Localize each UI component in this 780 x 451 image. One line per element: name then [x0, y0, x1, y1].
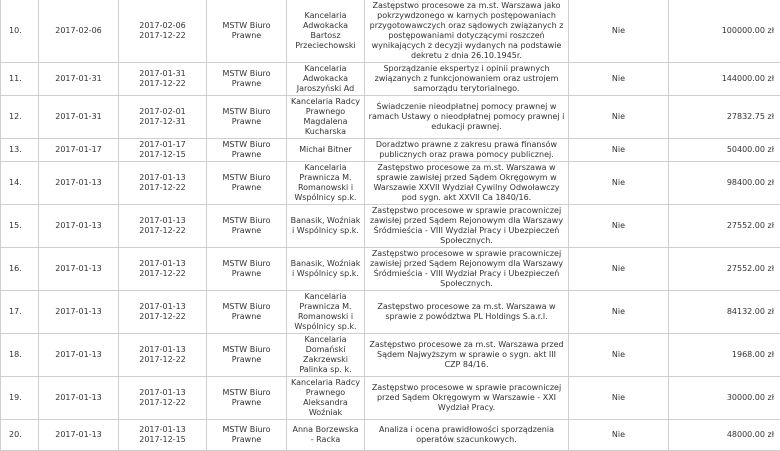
amount-cell: 27552.00 zł	[669, 248, 780, 291]
unit-cell: MSTW Biuro Prawne	[207, 334, 287, 377]
period-from: 2017-01-13	[122, 259, 203, 269]
period-to: 2017-12-22	[122, 183, 203, 193]
period-cell	[119, 377, 207, 420]
amount-cell: 27552.00 zł	[669, 205, 780, 248]
period-cell	[119, 139, 207, 162]
date-cell: 2017-01-17	[39, 139, 119, 162]
lp-cell: 19.	[1, 377, 39, 420]
lp-cell: 12.	[1, 96, 39, 139]
amount-cell: 27832.75 zł	[669, 96, 780, 139]
contractor-cell: Kancelaria Domański Zakrzewski Palinka sp. k.	[287, 334, 365, 377]
flag-cell: Nie	[569, 96, 669, 139]
lp-cell: 18.	[1, 334, 39, 377]
period-to: 2017-12-22	[122, 398, 203, 408]
period-from: 2017-01-13	[122, 173, 203, 183]
amount-cell: 1968.00 zł	[669, 334, 780, 377]
period-to: 2017-12-15	[122, 435, 203, 445]
unit-cell: MSTW Biuro Prawne	[207, 291, 287, 334]
lp-cell: 11.	[1, 63, 39, 96]
period-from: 2017-01-13	[122, 302, 203, 312]
unit-cell: MSTW Biuro Prawne	[207, 0, 287, 63]
amount-cell: 100000.00 zł	[669, 0, 780, 63]
table-row	[1, 205, 780, 248]
contractor-cell: Banasik, Woźniak i Wspólnicy sp.k.	[287, 205, 365, 248]
contractor-cell: Banasik, Woźniak i Wspólnicy sp.k.	[287, 248, 365, 291]
unit-cell: MSTW Biuro Prawne	[207, 420, 287, 451]
contractor-cell: Michał Bitner	[287, 139, 365, 162]
period-to: 2017-12-22	[122, 312, 203, 322]
lp-cell: 20.	[1, 420, 39, 451]
date-cell: 2017-01-31	[39, 96, 119, 139]
date-cell: 2017-02-06	[39, 0, 119, 63]
amount-cell: 48000.00 zł	[669, 420, 780, 451]
table-row	[1, 248, 780, 291]
period-cell	[119, 420, 207, 451]
flag-cell: Nie	[569, 139, 669, 162]
contractor-cell: Kancelaria Adwokacka Jaroszyński Ad	[287, 63, 365, 96]
flag-cell: Nie	[569, 63, 669, 96]
period-to: 2017-12-22	[122, 355, 203, 365]
unit-cell: MSTW Biuro Prawne	[207, 162, 287, 205]
subject-cell: Zastępstwo procesowe za m.st. Warszawa jako pokrzywdzonego w karnych postępowaniach przygotowawczych oraz sądowych związanych z postępowaniami dotyczącymi roszczeń wynikających z decyzji wydanych na podstawie dekretu z dnia 26.10.1945r.	[365, 0, 569, 63]
table-row	[1, 291, 780, 334]
period-cell	[119, 162, 207, 205]
table-row	[1, 139, 780, 162]
date-cell: 2017-01-31	[39, 63, 119, 96]
period-to: 2017-12-22	[122, 79, 203, 89]
contractor-cell: Kancelaria Radcy Prawnego Magdalena Kucharska	[287, 96, 365, 139]
contractor-cell: Kancelaria Prawnicza M. Romanowski i Wspólnicy sp.k.	[287, 162, 365, 205]
unit-cell: MSTW Biuro Prawne	[207, 96, 287, 139]
subject-cell: Zastępstwo procesowe za m.st. Warszawa przed Sądem Najwyższym w sprawie o sygn. akt III CZP 84/16.	[365, 334, 569, 377]
period-from: 2017-01-17	[122, 140, 203, 150]
subject-cell: Zastępstwo procesowe w sprawie pracowniczej przed Sądem Okręgowym w Warszawie - XXI Wydział Pracy.	[365, 377, 569, 420]
period-cell	[119, 248, 207, 291]
period-cell	[119, 334, 207, 377]
period-to: 2017-12-22	[122, 226, 203, 236]
contractor-cell: Kancelaria Radcy Prawnego Aleksandra Woźniak	[287, 377, 365, 420]
subject-cell: Zastępstwo procesowe za m.st. Warszawa w sprawie zawisłej przed Sądem Okręgowym w Warszawie XXVII Wydział Cywilny Odwoławczy pod sygn. akt XXVII Ca 1840/16.	[365, 162, 569, 205]
subject-cell: Zastępstwo procesowe w sprawie pracowniczej zawisłej przed Sądem Rejonowym dla Warszawy Śródmieścia - VIII Wydział Pracy i Ubezpieczeń Społecznych.	[365, 248, 569, 291]
contractor-cell: Anna Borzewska - Racka	[287, 420, 365, 451]
period-from: 2017-02-01	[122, 107, 203, 117]
period-cell	[119, 63, 207, 96]
period-to: 2017-12-22	[122, 31, 203, 41]
period-cell	[119, 96, 207, 139]
flag-cell: Nie	[569, 162, 669, 205]
period-from: 2017-01-13	[122, 345, 203, 355]
period-to: 2017-12-22	[122, 269, 203, 279]
table-row	[1, 63, 780, 96]
lp-cell: 15.	[1, 205, 39, 248]
period-to: 2017-12-15	[122, 150, 203, 160]
lp-cell: 10.	[1, 0, 39, 63]
period-from: 2017-01-13	[122, 425, 203, 435]
table-row	[1, 0, 780, 63]
date-cell: 2017-01-13	[39, 377, 119, 420]
date-cell: 2017-01-13	[39, 291, 119, 334]
flag-cell: Nie	[569, 377, 669, 420]
period-from: 2017-01-13	[122, 388, 203, 398]
flag-cell: Nie	[569, 248, 669, 291]
amount-cell: 30000.00 zł	[669, 377, 780, 420]
period-cell	[119, 291, 207, 334]
period-from: 2017-01-31	[122, 69, 203, 79]
subject-cell: Doradztwo prawne z zakresu prawa finansów publicznych oraz prawa pomocy publicznej.	[365, 139, 569, 162]
period-cell	[119, 205, 207, 248]
subject-cell: Analiza i ocena prawidłowości sporządzenia operatów szacunkowych.	[365, 420, 569, 451]
amount-cell: 144000.00 zł	[669, 63, 780, 96]
unit-cell: MSTW Biuro Prawne	[207, 248, 287, 291]
lp-cell: 16.	[1, 248, 39, 291]
flag-cell: Nie	[569, 205, 669, 248]
table-row	[1, 96, 780, 139]
lp-cell: 13.	[1, 139, 39, 162]
flag-cell: Nie	[569, 0, 669, 63]
subject-cell: Świadczenie nieodpłatnej pomocy prawnej w ramach Ustawy o nieodpłatnej pomocy prawnej i edukacji prawnej.	[365, 96, 569, 139]
table-row	[1, 377, 780, 420]
date-cell: 2017-01-13	[39, 420, 119, 451]
date-cell: 2017-01-13	[39, 162, 119, 205]
date-cell: 2017-01-13	[39, 205, 119, 248]
table-row	[1, 420, 780, 451]
table-row	[1, 162, 780, 205]
table-row	[1, 334, 780, 377]
period-from: 2017-02-06	[122, 21, 203, 31]
amount-cell: 98400.00 zł	[669, 162, 780, 205]
subject-cell: Zastępstwo procesowe w sprawie pracowniczej zawisłej przed Sądem Rejonowym dla Warszawy Śródmieścia - VIII Wydział Pracy i Ubezpieczeń Społecznych.	[365, 205, 569, 248]
amount-cell: 50400.00 zł	[669, 139, 780, 162]
period-cell	[119, 0, 207, 63]
flag-cell: Nie	[569, 334, 669, 377]
lp-cell: 14.	[1, 162, 39, 205]
date-cell: 2017-01-13	[39, 334, 119, 377]
unit-cell: MSTW Biuro Prawne	[207, 377, 287, 420]
contractor-cell: Kancelaria Prawnicza M. Romanowski i Wspólnicy sp.k.	[287, 291, 365, 334]
unit-cell: MSTW Biuro Prawne	[207, 63, 287, 96]
flag-cell: Nie	[569, 291, 669, 334]
unit-cell: MSTW Biuro Prawne	[207, 139, 287, 162]
period-from: 2017-01-13	[122, 216, 203, 226]
date-cell: 2017-01-13	[39, 248, 119, 291]
contractor-cell: Kancelaria Adwokacka Bartosz Przeciechowski	[287, 0, 365, 63]
lp-cell: 17.	[1, 291, 39, 334]
amount-cell: 84132.00 zł	[669, 291, 780, 334]
subject-cell: Zastępstwo procesowe za m.st. Warszawa w sprawie z powództwa PL Holdings S.a.r.l.	[365, 291, 569, 334]
flag-cell: Nie	[569, 420, 669, 451]
unit-cell: MSTW Biuro Prawne	[207, 205, 287, 248]
subject-cell: Sporządzanie ekspertyz i opinii prawnych związanych z funkcjonowaniem oraz ustrojem samorządu terytorialnego.	[365, 63, 569, 96]
period-to: 2017-12-31	[122, 117, 203, 127]
